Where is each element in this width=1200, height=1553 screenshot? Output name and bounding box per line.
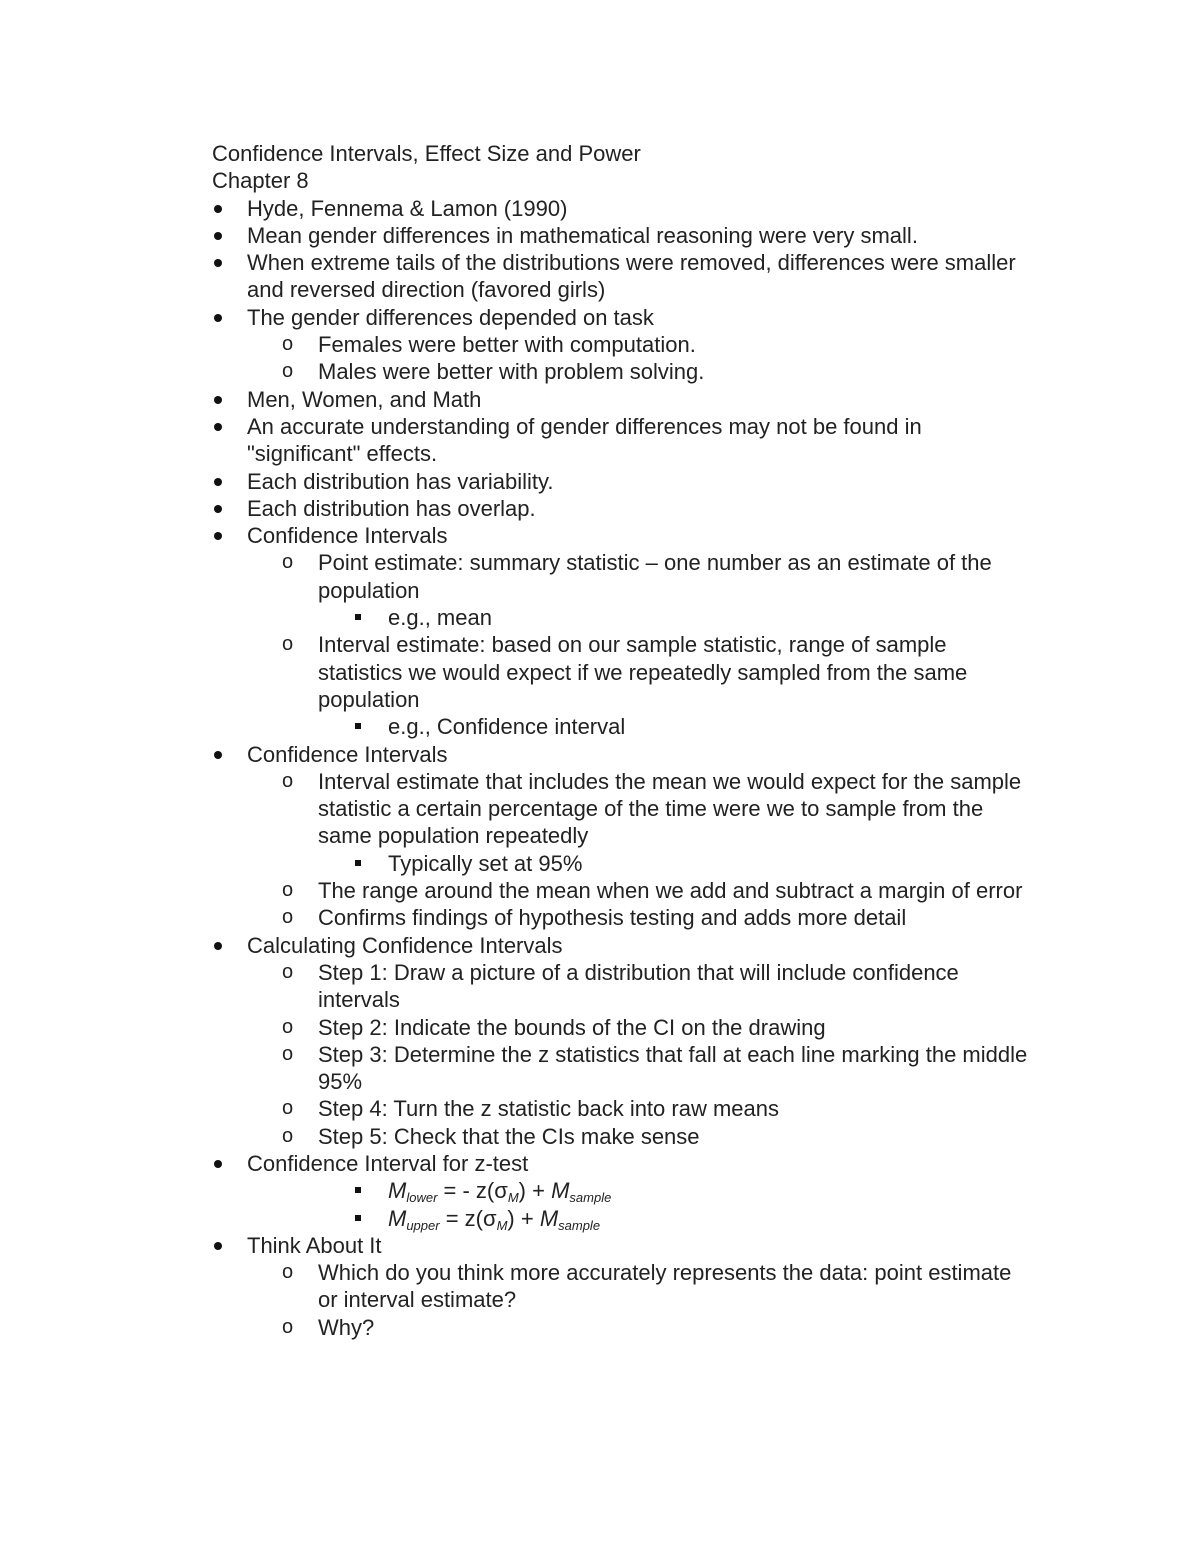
list-item <box>212 358 1032 385</box>
list-item <box>212 1041 1032 1096</box>
list-item-text: Step 3: Determine the z statistics that fall at each line marking the middle 95% <box>318 1041 1028 1095</box>
list-item <box>212 1150 1032 1177</box>
bullet-dot-icon <box>214 505 222 513</box>
list-item <box>212 386 1032 413</box>
list-item <box>212 549 1032 604</box>
list-item-text: Step 4: Turn the z statistic back into raw means <box>318 1096 779 1122</box>
circle-bullet-icon: o <box>282 960 294 983</box>
list-item <box>212 1314 1032 1341</box>
list-item <box>212 713 1032 740</box>
list-item-text: Step 5: Check that the CIs make sense <box>318 1123 700 1149</box>
list-item-text: Point estimate: summary statistic – one number as an estimate of the population <box>318 550 992 603</box>
list-item-text: Each distribution has variability. <box>247 468 554 494</box>
bullet-dot-icon <box>214 1160 222 1168</box>
circle-bullet-icon: o <box>282 333 294 356</box>
bullet-dot-icon <box>214 532 222 540</box>
circle-bullet-icon: o <box>282 906 294 929</box>
list-item-text: e.g., mean <box>388 605 492 631</box>
bullet-dot-icon <box>214 232 222 240</box>
list-item <box>212 604 1032 631</box>
bullet-dot-icon <box>214 314 222 322</box>
square-bullet-icon <box>355 1215 361 1221</box>
list-item <box>212 522 1032 549</box>
list-item-text: The gender differences depended on task <box>247 304 654 330</box>
list-item-text: e.g., Confidence interval <box>388 714 626 740</box>
list-item-text: Why? <box>318 1314 375 1340</box>
list-item <box>212 904 1032 931</box>
bullet-dot-icon <box>214 259 222 267</box>
list-item <box>212 932 1032 959</box>
list-item <box>212 468 1032 495</box>
circle-bullet-icon: o <box>282 360 294 383</box>
list-item-text: Typically set at 95% <box>388 850 583 876</box>
list-item <box>212 1095 1032 1122</box>
square-bullet-icon <box>355 614 361 620</box>
list-item-text: Confirms findings of hypothesis testing and adds more detail <box>318 905 907 931</box>
bullet-dot-icon <box>214 205 222 213</box>
list-item <box>212 631 1032 713</box>
square-bullet-icon <box>355 723 361 729</box>
bullet-dot-icon <box>214 1242 222 1250</box>
formula-lower-bound: $M_{lower}$ = - $z(\sigma_M) + M_{sample}$ <box>212 1177 1032 1204</box>
list-item <box>212 304 1032 331</box>
bullet-dot-icon <box>214 396 222 404</box>
circle-bullet-icon: o <box>282 1124 294 1147</box>
list-item <box>212 413 1032 468</box>
bullet-dot-icon <box>214 478 222 486</box>
list-item-text: Hyde, Fennema & Lamon (1990) <box>247 195 568 221</box>
formula-upper-bound: $M_{upper} = z(\sigma_M) + M_{sample}$ <box>212 1205 1032 1232</box>
list-item-text: Males were better with problem solving. <box>318 359 705 385</box>
list-item <box>212 850 1032 877</box>
bullet-dot-icon <box>214 751 222 759</box>
list-item-text: Mean gender differences in mathematical reasoning were very small. <box>247 222 918 248</box>
list-item-text: Confidence Intervals <box>247 741 448 767</box>
list-item <box>212 222 1032 249</box>
list-item-text: Which do you think more accurately represents the data: point estimate or interval estimate? <box>318 1260 1012 1313</box>
list-item <box>212 1123 1032 1150</box>
list-item-text: Each distribution has overlap. <box>247 495 536 521</box>
list-item-text: Interval estimate that includes the mean we would expect for the sample statistic a certain percentage of the time were we to sample from the same population repeatedly <box>318 768 1022 849</box>
list-item <box>212 741 1032 768</box>
square-bullet-icon <box>355 1187 361 1193</box>
list-item <box>212 1259 1032 1314</box>
circle-bullet-icon: o <box>282 1315 294 1338</box>
chapter-label: Chapter 8 <box>212 168 309 194</box>
list-item <box>212 195 1032 222</box>
list-item-text: Step 2: Indicate the bounds of the CI on the drawing <box>318 1014 826 1040</box>
list-item-text: Interval estimate: based on our sample statistic, range of sample statistics we would expect if we repeatedly sampled from the same population <box>318 632 968 712</box>
list-item <box>212 1232 1032 1259</box>
list-item-text: Calculating Confidence Intervals <box>247 932 563 958</box>
circle-bullet-icon: o <box>282 1261 294 1284</box>
list-item-text: Confidence Intervals <box>247 523 448 549</box>
circle-bullet-icon: o <box>282 1097 294 1120</box>
list-item <box>212 331 1032 358</box>
square-bullet-icon <box>355 860 361 866</box>
list-item-text: Men, Women, and Math <box>247 386 482 412</box>
list-item <box>212 768 1032 850</box>
document-page <box>212 140 1032 1341</box>
list-item-text: When extreme tails of the distributions were removed, differences were smaller and reversed direction (favored girls) <box>247 250 1016 303</box>
circle-bullet-icon: o <box>282 551 294 574</box>
document-title: Confidence Intervals, Effect Size and Power <box>212 141 641 166</box>
circle-bullet-icon: o <box>282 633 294 656</box>
list-item-text: Step 1: Draw a picture of a distribution that will include confidence intervals <box>318 959 959 1013</box>
list-item <box>212 959 1032 1014</box>
outline-list <box>212 195 1032 1341</box>
bullet-dot-icon <box>214 423 222 431</box>
circle-bullet-icon: o <box>282 1015 294 1038</box>
list-item-text: The range around the mean when we add and subtract a margin of error <box>318 878 1023 904</box>
bullet-dot-icon <box>214 942 222 950</box>
list-item-text: An accurate understanding of gender differences may not be found in "significant" effects. <box>247 413 922 467</box>
list-item-text: Confidence Interval for z-test <box>247 1150 529 1176</box>
list-item <box>212 495 1032 522</box>
list-item <box>212 249 1032 304</box>
list-item <box>212 877 1032 904</box>
circle-bullet-icon: o <box>282 879 294 902</box>
circle-bullet-icon: o <box>282 769 294 792</box>
list-item-text: Think About It <box>247 1232 382 1258</box>
list-item-text: Females were better with computation. <box>318 332 696 358</box>
circle-bullet-icon: o <box>282 1042 294 1065</box>
list-item <box>212 1014 1032 1041</box>
